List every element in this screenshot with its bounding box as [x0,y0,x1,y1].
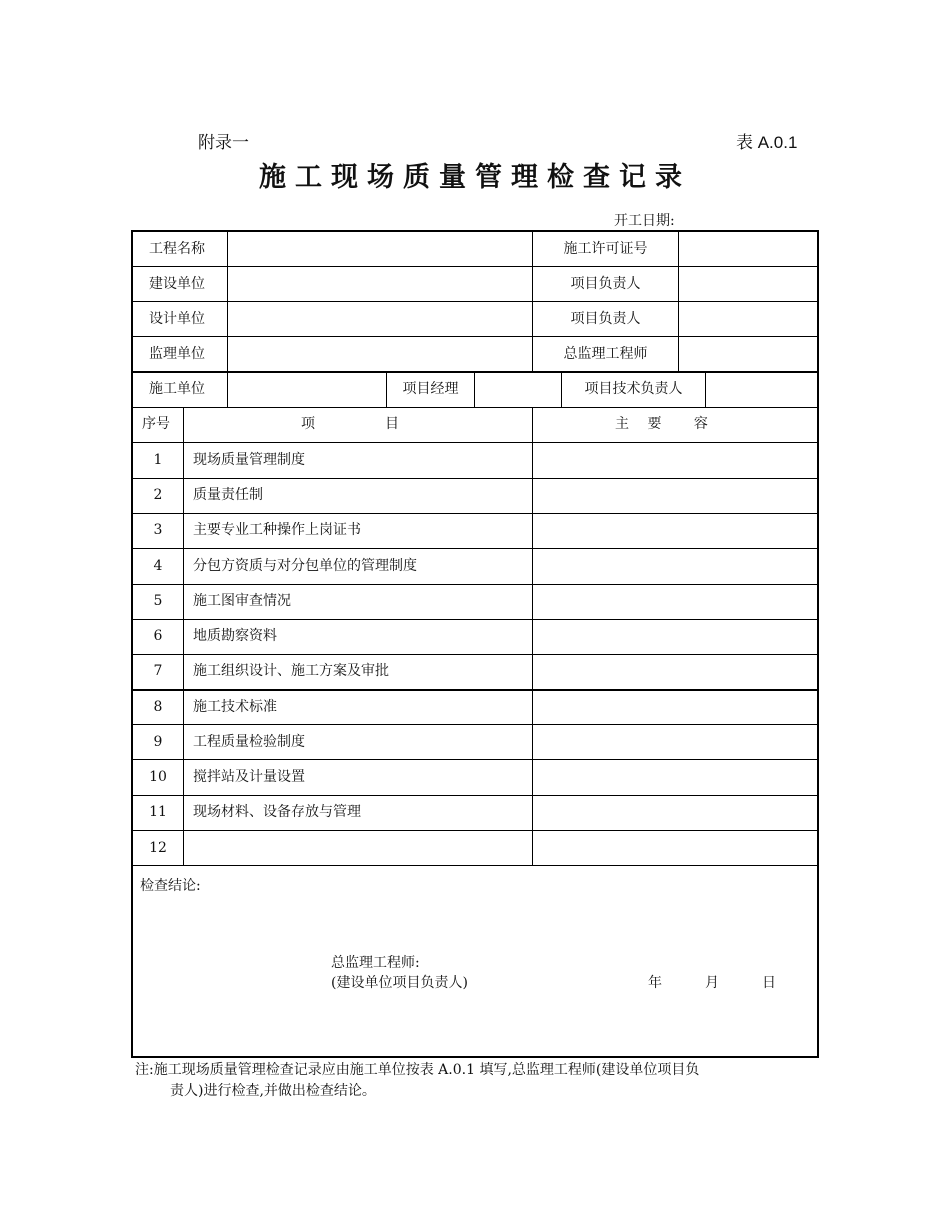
footnote [135,1060,825,1102]
supervision-unit-label: 监理单位 [149,346,205,362]
row-item: 施工技术标准 [193,699,277,715]
design-lead-label: 项目负责人 [570,311,641,327]
row-item: 施工组织设计、施工方案及审批 [193,663,389,679]
row-no: 5 [153,593,163,609]
tech-lead-label: 项目技术负责人 [584,381,683,397]
column-header-item: 项 目 [301,416,399,432]
owner-lead-label: 项目负责人 [570,276,641,292]
appendix-label: 附录一 [198,133,249,153]
row-item: 工程质量检验制度 [193,734,305,750]
day-label: 日 [762,975,776,991]
row-no: 6 [153,628,163,644]
project-manager-label: 项目经理 [402,381,459,397]
row-item: 搅拌站及计量设置 [193,769,305,785]
row-item: 质量责任制 [193,487,263,503]
row-no: 8 [153,699,163,715]
row-no: 3 [153,522,163,538]
row-no: 1 [153,452,163,468]
row-no: 9 [153,734,163,750]
record-table [131,230,819,1058]
chief-supervisor-signature-label: 总监理工程师: [331,955,420,971]
row-no: 11 [149,804,167,820]
conclusion-label: 检查结论: [140,878,201,894]
row-item: 现场质量管理制度 [193,452,305,468]
owner-unit-label: 建设单位 [149,276,205,292]
year-label: 年 [648,975,662,991]
row-item: 分包方资质与对分包单位的管理制度 [193,558,417,574]
footnote-line: 注:施工现场质量管理检查记录应由施工单位按表 A.0.1 填写,总监理工程师(建设单位项目负 [135,1062,700,1078]
start-date-label: 开工日期: [614,213,675,229]
footnote-line: 责人)进行检查,并做出检查结论。 [170,1083,376,1099]
row-no: 12 [149,840,167,856]
column-header-no: 序号 [142,416,170,432]
row-no: 2 [153,487,163,503]
column-header-content: 主 要 容 [615,416,708,432]
month-label: 月 [705,975,719,991]
row-item: 施工图审查情况 [193,593,291,609]
owner-lead-signature-label: (建设单位项目负责人) [331,975,468,991]
row-item: 地质勘察资料 [193,628,277,644]
design-unit-label: 设计单位 [149,311,205,327]
row-item: 现场材料、设备存放与管理 [193,804,361,820]
page-title: 施工现场质量管理检查记录 [259,162,691,193]
row-no: 10 [149,769,167,785]
table-number: 表 A.0.1 [736,133,798,152]
contractor-label: 施工单位 [149,381,205,397]
row-no: 4 [153,558,163,574]
permit-number-label: 施工许可证号 [563,241,648,257]
project-name-label: 工程名称 [149,241,205,257]
row-no: 7 [153,663,163,679]
chief-supervisor-label: 总监理工程师 [563,346,648,362]
row-item: 主要专业工种操作上岗证书 [193,522,361,538]
